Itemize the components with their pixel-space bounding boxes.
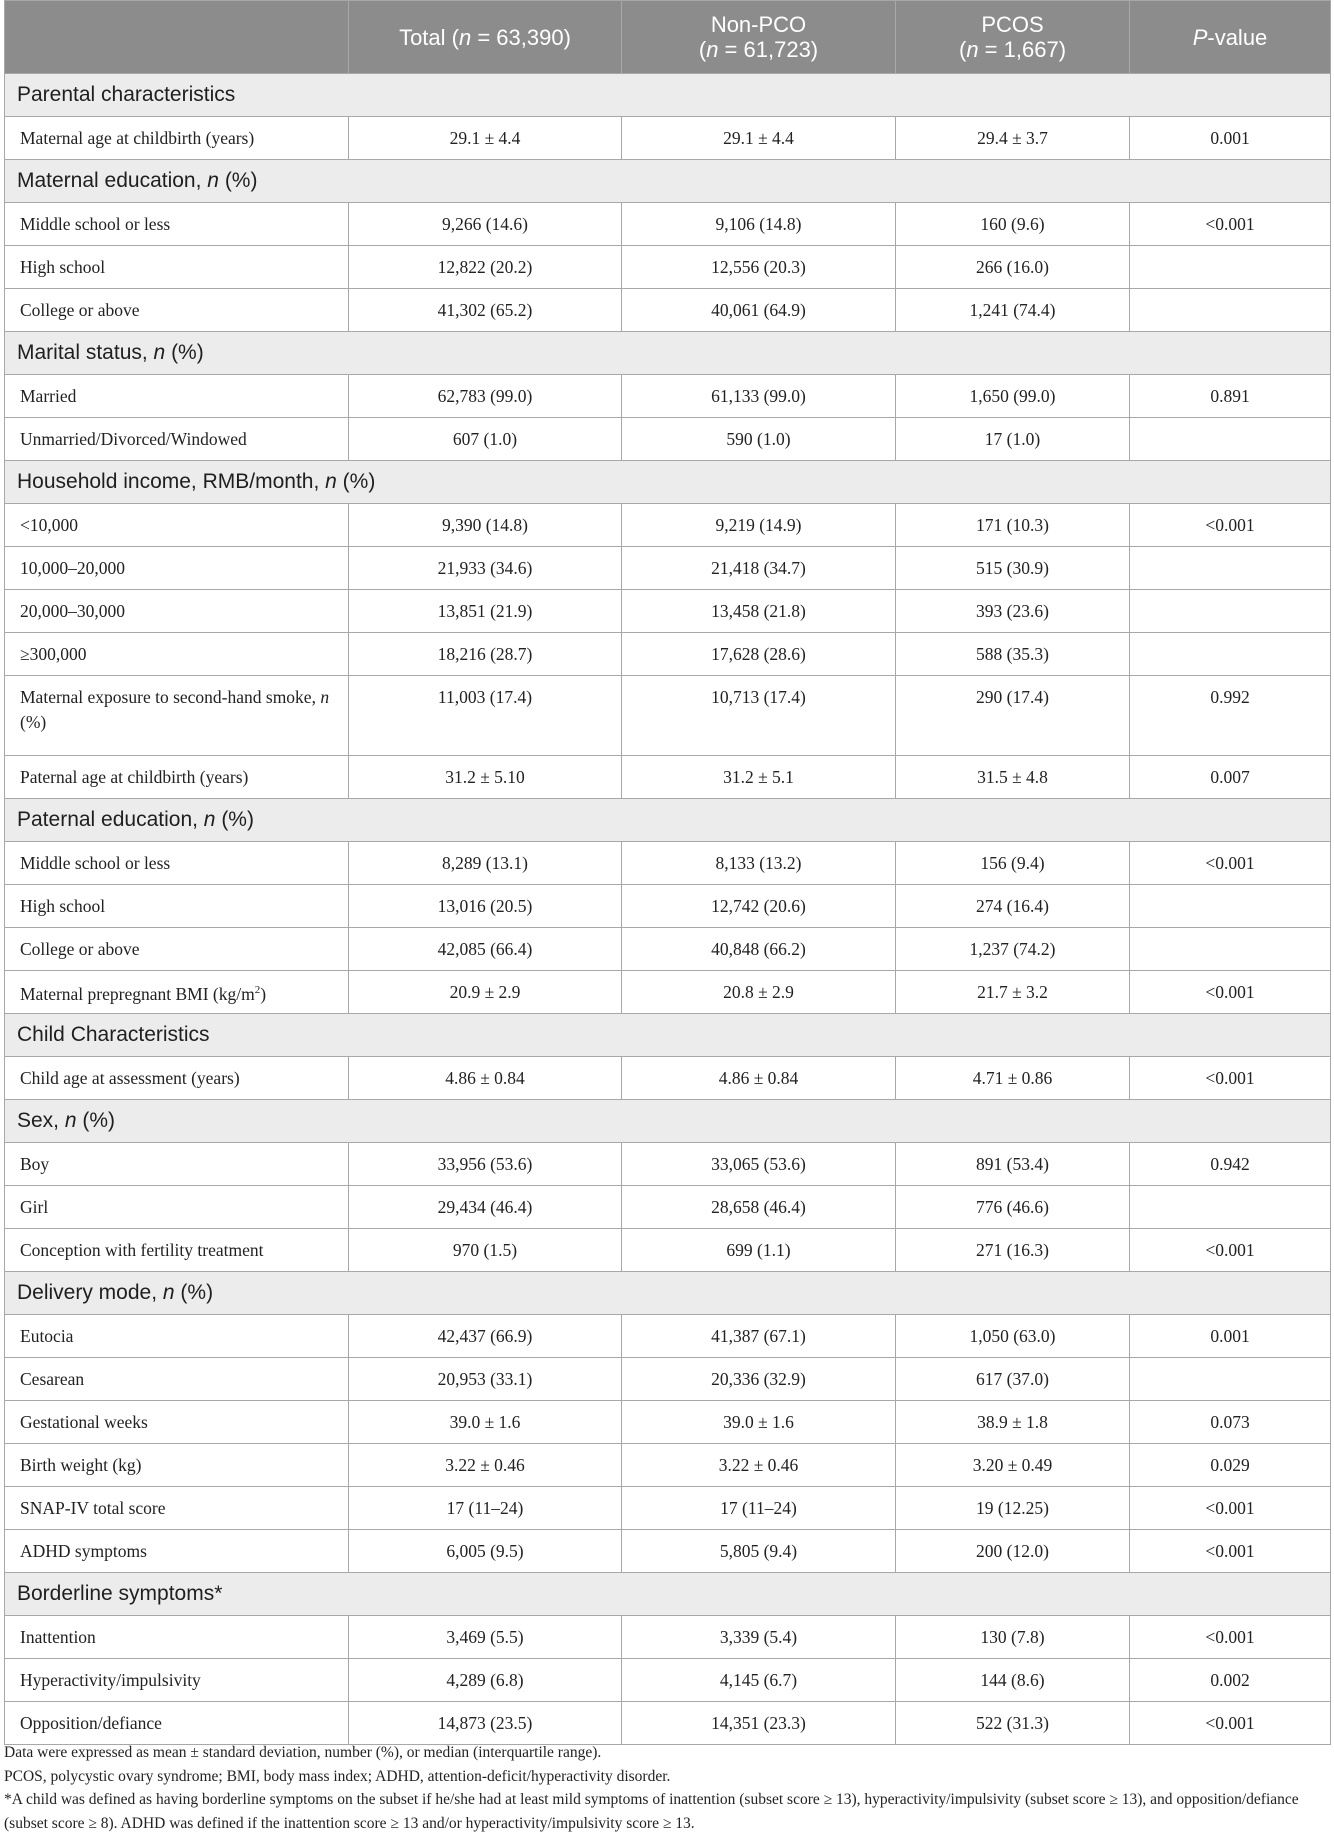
- p-value: <0.001: [1130, 1229, 1331, 1272]
- p-value: [1130, 289, 1331, 332]
- section-header-row: [5, 1100, 1331, 1143]
- pcos-value: 1,650 (99.0): [896, 375, 1130, 418]
- pcos-value: 21.7 ± 3.2: [896, 971, 1130, 1014]
- table-row: [5, 1186, 1331, 1229]
- total-value: 607 (1.0): [349, 418, 622, 461]
- section-header-row: [5, 1272, 1331, 1315]
- total-value: 21,933 (34.6): [349, 547, 622, 590]
- table-footnotes: [4, 1741, 1330, 1835]
- section-label: Household income, RMB/month, n (%): [5, 461, 1331, 504]
- p-value: [1130, 1186, 1331, 1229]
- pcos-value: 515 (30.9): [896, 547, 1130, 590]
- row-label: Gestational weeks: [5, 1401, 349, 1444]
- footnote-borderline-definition: *A child was defined as having borderline symptoms on the subset if he/she had at least mild symptoms of inattention (subset score ≥ 13), hyperactivity/impulsivity (subset score ≥ 13), and opposition/defiance (subset score ≥ 8). ADHD was defined if the inattention score ≥ 13 and/or hyperactivity/impulsivity score ≥ 13.: [4, 1791, 1299, 1832]
- header-pcos: PCOS (n = 1,667): [896, 1, 1130, 74]
- table-row: [5, 375, 1331, 418]
- table-row: [5, 418, 1331, 461]
- table-row: [5, 1702, 1331, 1745]
- non-pco-value: 40,848 (66.2): [622, 928, 896, 971]
- non-pco-value: 31.2 ± 5.1: [622, 756, 896, 799]
- section-label: Paternal education, n (%): [5, 799, 1331, 842]
- pcos-value: 290 (17.4): [896, 676, 1130, 756]
- header-total: Total (n = 63,390): [349, 1, 622, 74]
- non-pco-value: 41,387 (67.1): [622, 1315, 896, 1358]
- pcos-value: 776 (46.6): [896, 1186, 1130, 1229]
- section-label: Sex, n (%): [5, 1100, 1331, 1143]
- non-pco-value: 3,339 (5.4): [622, 1616, 896, 1659]
- p-value: <0.001: [1130, 504, 1331, 547]
- non-pco-value: 10,713 (17.4): [622, 676, 896, 756]
- pcos-value: 393 (23.6): [896, 590, 1130, 633]
- pcos-value: 266 (16.0): [896, 246, 1130, 289]
- non-pco-value: 14,351 (23.3): [622, 1702, 896, 1745]
- total-value: 29.1 ± 4.4: [349, 117, 622, 160]
- header-empty-cell: [5, 1, 349, 74]
- p-value: <0.001: [1130, 971, 1331, 1014]
- footnote-data-expression: Data were expressed as mean ± standard deviation, number (%), or median (interquartile range).: [4, 1744, 602, 1761]
- p-value: <0.001: [1130, 1057, 1331, 1100]
- non-pco-value: 17 (11–24): [622, 1487, 896, 1530]
- row-label: Married: [5, 375, 349, 418]
- characteristics-table: [4, 0, 1331, 1745]
- row-label: College or above: [5, 289, 349, 332]
- non-pco-value: 40,061 (64.9): [622, 289, 896, 332]
- total-value: 20.9 ± 2.9: [349, 971, 622, 1014]
- total-value: 4,289 (6.8): [349, 1659, 622, 1702]
- table-row: [5, 547, 1331, 590]
- table-row: [5, 1229, 1331, 1272]
- total-value: 17 (11–24): [349, 1487, 622, 1530]
- non-pco-value: 21,418 (34.7): [622, 547, 896, 590]
- pcos-value: 130 (7.8): [896, 1616, 1130, 1659]
- pcos-value: 1,050 (63.0): [896, 1315, 1130, 1358]
- p-value: 0.007: [1130, 756, 1331, 799]
- non-pco-value: 39.0 ± 1.6: [622, 1401, 896, 1444]
- non-pco-value: 33,065 (53.6): [622, 1143, 896, 1186]
- pcos-value: 271 (16.3): [896, 1229, 1130, 1272]
- total-value: 62,783 (99.0): [349, 375, 622, 418]
- pcos-value: 1,241 (74.4): [896, 289, 1130, 332]
- section-label: Delivery mode, n (%): [5, 1272, 1331, 1315]
- p-value: <0.001: [1130, 1616, 1331, 1659]
- pcos-value: 171 (10.3): [896, 504, 1130, 547]
- row-label: Maternal prepregnant BMI $(kg/m^2)$: [5, 971, 349, 1014]
- total-value: 3.22 ± 0.46: [349, 1444, 622, 1487]
- row-label: ≥300,000: [5, 633, 349, 676]
- total-value: 31.2 ± 5.10: [349, 756, 622, 799]
- row-label: Hyperactivity/impulsivity: [5, 1659, 349, 1702]
- row-label: Girl: [5, 1186, 349, 1229]
- p-value: [1130, 633, 1331, 676]
- pcos-value: 891 (53.4): [896, 1143, 1130, 1186]
- total-value: 13,851 (21.9): [349, 590, 622, 633]
- p-value: 0.029: [1130, 1444, 1331, 1487]
- table-row: [5, 590, 1331, 633]
- row-label: SNAP-IV total score: [5, 1487, 349, 1530]
- row-label: Birth weight (kg): [5, 1444, 349, 1487]
- total-value: 11,003 (17.4): [349, 676, 622, 756]
- data-table-container: [4, 0, 1330, 1745]
- p-value: [1130, 885, 1331, 928]
- row-label: Maternal exposure to second-hand smoke, n (%): [5, 676, 349, 756]
- table-row: [5, 1315, 1331, 1358]
- pcos-value: 274 (16.4): [896, 885, 1130, 928]
- p-value: <0.001: [1130, 1702, 1331, 1745]
- row-label: Child age at assessment (years): [5, 1057, 349, 1100]
- row-label: Inattention: [5, 1616, 349, 1659]
- total-value: 6,005 (9.5): [349, 1530, 622, 1573]
- total-value: 9,266 (14.6): [349, 203, 622, 246]
- row-label: Boy: [5, 1143, 349, 1186]
- row-label: Eutocia: [5, 1315, 349, 1358]
- row-label: 20,000–30,000: [5, 590, 349, 633]
- section-label: Borderline symptoms*: [5, 1573, 1331, 1616]
- section-label: Parental characteristics: [5, 74, 1331, 117]
- row-label: Unmarried/Divorced/Windowed: [5, 418, 349, 461]
- p-value: 0.992: [1130, 676, 1331, 756]
- table-row: [5, 842, 1331, 885]
- row-label: Opposition/defiance: [5, 1702, 349, 1745]
- section-header-row: [5, 799, 1331, 842]
- table-row: [5, 633, 1331, 676]
- non-pco-value: 8,133 (13.2): [622, 842, 896, 885]
- section-label: Maternal education, n (%): [5, 160, 1331, 203]
- p-value: [1130, 418, 1331, 461]
- table-row: [5, 1530, 1331, 1573]
- table-row: [5, 246, 1331, 289]
- p-value: 0.891: [1130, 375, 1331, 418]
- non-pco-value: 4.86 ± 0.84: [622, 1057, 896, 1100]
- non-pco-value: 12,556 (20.3): [622, 246, 896, 289]
- non-pco-value: 17,628 (28.6): [622, 633, 896, 676]
- total-value: 970 (1.5): [349, 1229, 622, 1272]
- total-value: 9,390 (14.8): [349, 504, 622, 547]
- total-value: 42,437 (66.9): [349, 1315, 622, 1358]
- pcos-value: 1,237 (74.2): [896, 928, 1130, 971]
- section-label: Child Characteristics: [5, 1014, 1331, 1057]
- table-row: [5, 1659, 1331, 1702]
- total-value: 29,434 (46.4): [349, 1186, 622, 1229]
- non-pco-value: 12,742 (20.6): [622, 885, 896, 928]
- section-header-row: [5, 74, 1331, 117]
- non-pco-value: 13,458 (21.8): [622, 590, 896, 633]
- table-row: [5, 1358, 1331, 1401]
- table-row: [5, 756, 1331, 799]
- row-label: High school: [5, 885, 349, 928]
- row-label: College or above: [5, 928, 349, 971]
- table-row: [5, 1616, 1331, 1659]
- table-row: [5, 1444, 1331, 1487]
- p-value: [1130, 246, 1331, 289]
- row-label: 10,000–20,000: [5, 547, 349, 590]
- row-label: ADHD symptoms: [5, 1530, 349, 1573]
- row-label: Paternal age at childbirth (years): [5, 756, 349, 799]
- row-label: Maternal age at childbirth (years): [5, 117, 349, 160]
- table-row: [5, 1401, 1331, 1444]
- p-value: 0.001: [1130, 1315, 1331, 1358]
- total-value: 8,289 (13.1): [349, 842, 622, 885]
- section-header-row: [5, 332, 1331, 375]
- pcos-value: 3.20 ± 0.49: [896, 1444, 1130, 1487]
- non-pco-value: 3.22 ± 0.46: [622, 1444, 896, 1487]
- total-value: 42,085 (66.4): [349, 928, 622, 971]
- total-value: 14,873 (23.5): [349, 1702, 622, 1745]
- non-pco-value: 5,805 (9.4): [622, 1530, 896, 1573]
- table-row: [5, 885, 1331, 928]
- pcos-value: 522 (31.3): [896, 1702, 1130, 1745]
- p-value: 0.073: [1130, 1401, 1331, 1444]
- non-pco-value: 9,219 (14.9): [622, 504, 896, 547]
- table-row: [5, 1057, 1331, 1100]
- p-value: 0.002: [1130, 1659, 1331, 1702]
- table-row: [5, 1487, 1331, 1530]
- p-value: <0.001: [1130, 1530, 1331, 1573]
- row-label: Middle school or less: [5, 203, 349, 246]
- table-header: [5, 1, 1331, 74]
- non-pco-value: 590 (1.0): [622, 418, 896, 461]
- table-row: [5, 676, 1331, 756]
- total-value: 20,953 (33.1): [349, 1358, 622, 1401]
- pcos-value: 38.9 ± 1.8: [896, 1401, 1130, 1444]
- header-row: [5, 1, 1331, 74]
- table-row: [5, 928, 1331, 971]
- non-pco-value: 29.1 ± 4.4: [622, 117, 896, 160]
- table-row: [5, 289, 1331, 332]
- pcos-value: 4.71 ± 0.86: [896, 1057, 1130, 1100]
- pcos-value: 156 (9.4): [896, 842, 1130, 885]
- p-value: <0.001: [1130, 842, 1331, 885]
- pcos-value: 160 (9.6): [896, 203, 1130, 246]
- non-pco-value: 28,658 (46.4): [622, 1186, 896, 1229]
- pcos-value: 617 (37.0): [896, 1358, 1130, 1401]
- row-label: Conception with fertility treatment: [5, 1229, 349, 1272]
- row-label: High school: [5, 246, 349, 289]
- pcos-value: 29.4 ± 3.7: [896, 117, 1130, 160]
- pcos-value: 144 (8.6): [896, 1659, 1130, 1702]
- non-pco-value: 20,336 (32.9): [622, 1358, 896, 1401]
- pcos-value: 19 (12.25): [896, 1487, 1130, 1530]
- header-p-value: P-value: [1130, 1, 1331, 74]
- total-value: 33,956 (53.6): [349, 1143, 622, 1186]
- pcos-value: 31.5 ± 4.8: [896, 756, 1130, 799]
- table-row: [5, 1143, 1331, 1186]
- non-pco-value: 699 (1.1): [622, 1229, 896, 1272]
- section-header-row: [5, 1573, 1331, 1616]
- total-value: 39.0 ± 1.6: [349, 1401, 622, 1444]
- p-value: <0.001: [1130, 203, 1331, 246]
- section-header-row: [5, 160, 1331, 203]
- p-value: [1130, 590, 1331, 633]
- total-value: 18,216 (28.7): [349, 633, 622, 676]
- table-row: [5, 117, 1331, 160]
- p-value: [1130, 928, 1331, 971]
- table-row: [5, 504, 1331, 547]
- p-value: [1130, 1358, 1331, 1401]
- table-row: [5, 971, 1331, 1014]
- p-value: [1130, 547, 1331, 590]
- total-value: 41,302 (65.2): [349, 289, 622, 332]
- non-pco-value: 4,145 (6.7): [622, 1659, 896, 1702]
- section-header-row: [5, 1014, 1331, 1057]
- header-non-pco: Non-PCO (n = 61,723): [622, 1, 896, 74]
- table-body: [5, 74, 1331, 1745]
- row-label: <10,000: [5, 504, 349, 547]
- total-value: 12,822 (20.2): [349, 246, 622, 289]
- total-value: 13,016 (20.5): [349, 885, 622, 928]
- non-pco-value: 20.8 ± 2.9: [622, 971, 896, 1014]
- table-row: [5, 203, 1331, 246]
- pcos-value: 588 (35.3): [896, 633, 1130, 676]
- non-pco-value: 61,133 (99.0): [622, 375, 896, 418]
- section-header-row: [5, 461, 1331, 504]
- row-label: Cesarean: [5, 1358, 349, 1401]
- non-pco-value: 9,106 (14.8): [622, 203, 896, 246]
- section-label: Marital status, n (%): [5, 332, 1331, 375]
- pcos-value: 17 (1.0): [896, 418, 1130, 461]
- row-label: Middle school or less: [5, 842, 349, 885]
- p-value: 0.942: [1130, 1143, 1331, 1186]
- total-value: 3,469 (5.5): [349, 1616, 622, 1659]
- total-value: 4.86 ± 0.84: [349, 1057, 622, 1100]
- pcos-value: 200 (12.0): [896, 1530, 1130, 1573]
- footnote-abbreviations: PCOS, polycystic ovary syndrome; BMI, body mass index; ADHD, attention-deficit/hyperactivity disorder.: [4, 1767, 671, 1785]
- p-value: 0.001: [1130, 117, 1331, 160]
- p-value: <0.001: [1130, 1487, 1331, 1530]
